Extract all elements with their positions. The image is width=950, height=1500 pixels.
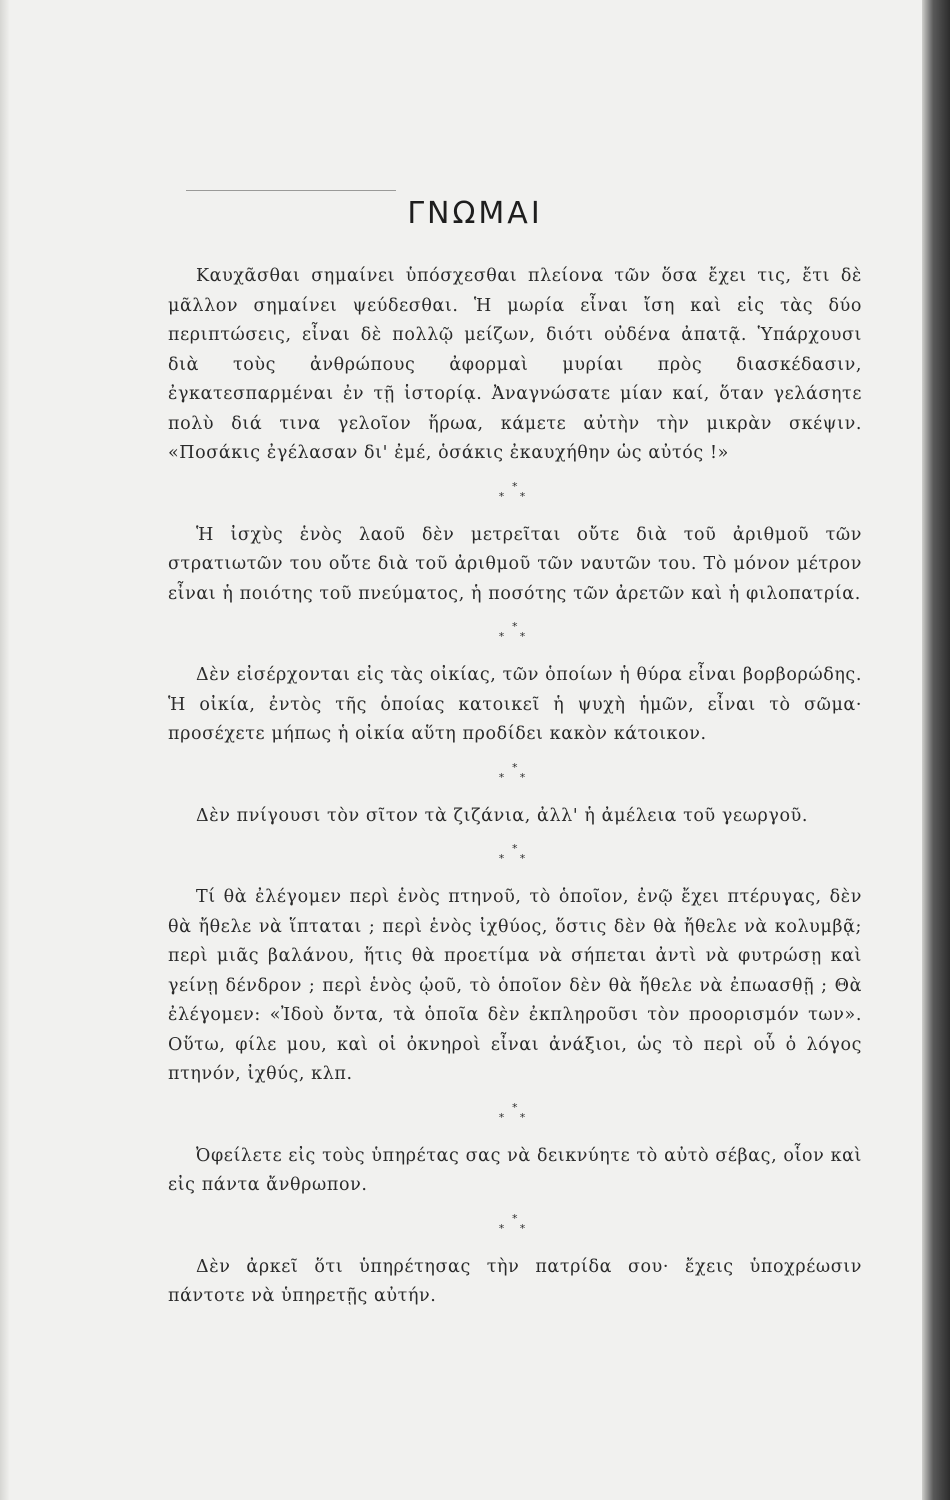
paragraph-7: Δὲν ἀρκεῖ ὅτι ὑπηρέτησας τὴν πατρίδα σου· ἔχεις ὑποχρέωσιν πάντοτε νὰ ὑπηρετῇς αὐτήν. <box>168 1256 862 1306</box>
paragraph-5: Τί θὰ ἐλέγομεν περὶ ἑνὸς πτηνοῦ, τὸ ὁποῖον, ἐνῷ ἔχει πτέρυγας, δὲν θὰ ἤθελε νὰ ἵπταται ; περὶ ἑνὸς ἰχθύος, ὅστις δὲν θὰ ἤθελε νὰ κολυμβᾷ; περὶ μιᾶς βαλάνου, ἥτις θὰ προετίμα νὰ σήπεται ἀντὶ νὰ φυτρώσῃ καὶ γείνῃ δένδρον ; περὶ ἑνὸς ᾠοῦ, τὸ ὁποῖον δὲν θὰ ἤθελε νὰ ἐπωασθῇ ; Θὰ ἐλέγομεν: «Ἰδοὺ ὄντα, τὰ ὁποῖα δὲν ἐκπληροῦσι τὸν προορισμόν των». Οὕτω, φίλε μου, καὶ οἱ ὀκνηροὶ εἶναι ἀνάξιοι, ὡς τὸ περὶ οὗ ὁ λόγος πτηνόν, ἰχθύς, κλπ. <box>168 887 862 1084</box>
paragraph-3: Δὲν εἰσέρχονται εἰς τὰς οἰκίας, τῶν ὁποίων ἡ θύρα εἶναι βορβορώδης. Ἡ οἰκία, ἐντὸς τῆς ὁποίας κατοικεῖ ἡ ψυχὴ ἡμῶν, εἶναι τὸ σῶμα· προσέχετε μήπως ἡ οἰκία αὕτη προδίδει κακὸν κάτοικον. <box>168 665 862 744</box>
asterism-separator: * * * <box>498 479 532 503</box>
page-title: ΓΝΩΜΑΙ <box>407 196 543 231</box>
asterism-separator: * * * <box>498 760 532 784</box>
paragraph-2: Ἡ ἰσχὺς ἑνὸς λαοῦ δὲν μετρεῖται οὔτε διὰ τοῦ ἀριθμοῦ τῶν στρατιωτῶν του οὔτε διὰ τοῦ ἀριθμοῦ τῶν ναυτῶν του. Τὸ μόνον μέτρον εἶναι ἡ ποιότης τοῦ πνεύματος, ἡ ποσότης τῶν ἀρετῶν καὶ ἡ φιλοπατρία. <box>168 524 862 604</box>
asterism-separator: * * * <box>498 1211 532 1235</box>
asterism-separator: * * * <box>498 842 532 865</box>
paragraph-6: Ὀφείλετε εἰς τοὺς ὑπηρέτας σας νὰ δεικνύητε τὸ αὐτὸ σέβας, οἷον καὶ εἰς πάντα ἄνθρωπον. <box>168 1145 862 1195</box>
paragraph-4: Δὲν πνίγουσι τὸν σῖτον τὰ ζιζάνια, ἀλλ' ἡ ἀμέλεια τοῦ γεωργοῦ. <box>196 805 809 826</box>
asterism-separator: * * * <box>498 620 532 643</box>
header-rule <box>186 190 396 191</box>
paragraph-1: Καυχᾶσθαι σημαίνει ὑπόσχεσθαι πλείονα τῶν ὅσα ἔχει τις, ἔτι δὲ μᾶλλον σημαίνει ψεύδεσθαι. Ἡ μωρία εἶναι ἴση καὶ εἰς τὰς δύο περιπτώσεις, εἶναι δὲ πολλῷ μείζων, διότι οὐδένα ἀπατᾷ. Ὑπάρχουσι διὰ τοὺς ἀνθρώπους ἀφορμαὶ μυρίαι πρὸς διασκέδασιν, ἐγκατεσπαρμέναι ἐν τῇ ἱστορίᾳ. Ἀναγνώσατε μίαν καί, ὅταν γελάσητε πολὺ διά τινα γελοῖον ἥρωα, κάμετε αὐτὴν τὴν μικρὰν σκέψιν. «Ποσάκις ἐγέλασαν δι' ἐμέ, ὁσάκις ἐκαυχήθην ὡς αὐτός !» <box>168 266 862 463</box>
asterism-separator: * * * <box>498 1100 532 1124</box>
main-text <box>168 262 862 1312</box>
